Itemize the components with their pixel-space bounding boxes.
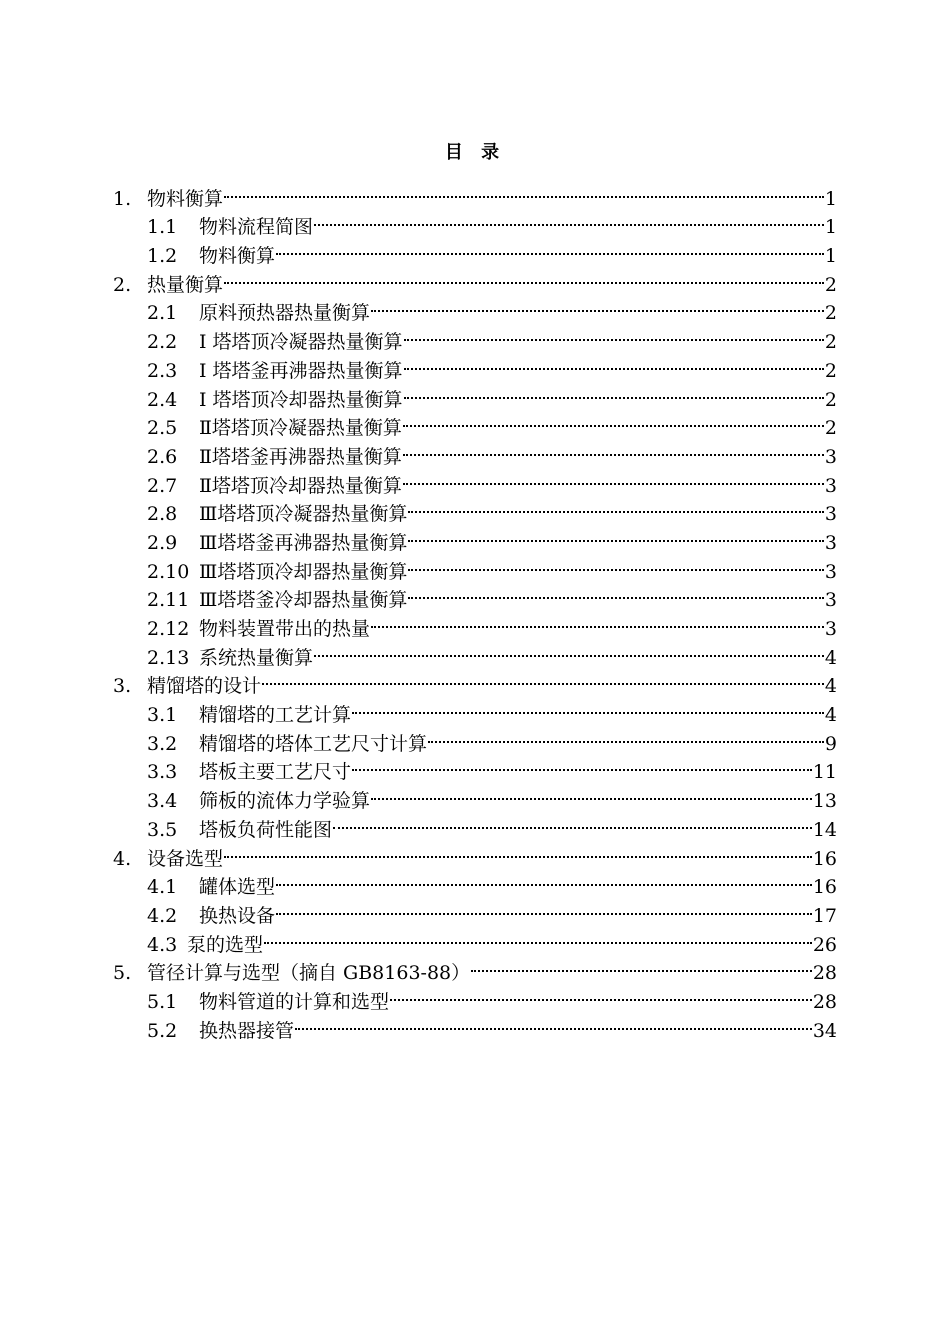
toc-entry-page: 1 — [824, 187, 837, 210]
toc-entry-page: 16 — [812, 876, 837, 899]
toc-entry-title: I 塔塔釜再沸器热量衡算 — [199, 359, 403, 382]
toc-dot-leader — [403, 406, 824, 435]
toc-entry-number: 2.1 — [147, 302, 178, 325]
toc-entry-title: 筛板的流体力学验算 — [199, 790, 371, 813]
toc-entry-title: 物料衡算 — [147, 187, 224, 210]
toc-entry-number: 3.3 — [147, 761, 178, 784]
toc-entry-title: 塔板主要工艺尺寸 — [199, 761, 352, 784]
toc-entry-page: 1 — [824, 216, 837, 239]
toc-dot-leader — [404, 319, 824, 348]
toc-entry-page: 28 — [812, 962, 837, 985]
toc-entry-page: 3 — [824, 618, 837, 640]
toc-dot-leader — [390, 979, 812, 1008]
toc-entry-title: Ⅲ塔塔顶冷凝器热量衡算 — [199, 503, 408, 526]
toc-entry-number: 4.3 — [147, 933, 178, 956]
toc-entry-title: Ⅱ塔塔顶冷却器热量衡算 — [199, 474, 402, 497]
toc-dot-leader — [371, 606, 824, 635]
toc-dot-leader — [276, 865, 812, 894]
toc-title: 目 录 — [444, 142, 506, 163]
toc-entry-number: 2.3 — [147, 359, 178, 382]
toc-entry-number: 2.5 — [147, 417, 178, 440]
toc-entry-page: 4 — [824, 675, 837, 698]
toc-entry-title: Ⅱ塔塔顶冷凝器热量衡算 — [199, 417, 402, 440]
toc-dot-leader — [333, 807, 812, 836]
toc-entry-title: 换热器接管 — [199, 1019, 295, 1042]
toc-entry-page: 2 — [824, 388, 837, 411]
toc-dot-leader — [404, 348, 824, 377]
toc-entry-number: 4.1 — [147, 876, 178, 899]
toc-entry-page: 3 — [824, 474, 837, 497]
toc-entry-number: 2.7 — [147, 474, 178, 497]
toc-entry-title: 物料管道的计算和选型 — [199, 990, 390, 1013]
toc-list — [113, 176, 837, 1042]
toc-dot-leader — [352, 692, 824, 721]
toc-entry-number: 2.4 — [147, 388, 178, 411]
toc-entry-title: Ⅱ塔塔釜再沸器热量衡算 — [199, 445, 402, 468]
toc-entry-title: 泵的选型 — [187, 933, 264, 956]
toc-entry-number: 3.5 — [147, 818, 178, 841]
toc-dot-leader — [404, 377, 824, 406]
toc-entry-page: 11 — [812, 761, 837, 784]
toc-entry-title: Ⅲ塔塔釜冷却器热量衡算 — [199, 589, 408, 612]
toc-entry-title: 管径计算与选型（摘自 GB8163-88） — [147, 962, 471, 985]
toc-entry-page: 2 — [824, 302, 837, 325]
toc-entry-title: 系统热量衡算 — [199, 646, 314, 669]
toc-entry-number: 3. — [113, 675, 132, 698]
toc-entry-page: 2 — [824, 273, 837, 296]
toc-entry-number: 4. — [113, 847, 132, 870]
toc-entry-title: 精馏塔的设计 — [147, 675, 262, 698]
toc-dot-leader — [371, 291, 824, 320]
toc-entry-page: 1 — [824, 245, 837, 268]
toc-entry-title: I 塔塔顶冷凝器热量衡算 — [199, 331, 403, 354]
toc-entry-number: 2.12 — [147, 618, 190, 640]
toc-dot-leader — [276, 893, 812, 922]
toc-entry-number: 2. — [113, 273, 132, 296]
toc-dot-leader — [264, 922, 812, 951]
toc-entry-title: 精馏塔的工艺计算 — [199, 704, 352, 727]
toc-entry-title: 物料流程简图 — [199, 216, 314, 239]
toc-dot-leader — [403, 434, 824, 463]
toc-dot-leader — [314, 635, 824, 664]
toc-entry-page: 2 — [824, 359, 837, 382]
toc-entry-page: 14 — [812, 818, 837, 841]
toc-dot-leader — [471, 951, 812, 980]
toc-dot-leader — [371, 778, 812, 807]
toc-entry-page: 34 — [812, 1019, 837, 1042]
toc-entry-number: 2.13 — [147, 646, 190, 669]
toc-entry-page: 9 — [824, 732, 837, 755]
toc-dot-leader — [428, 721, 824, 750]
toc-entry-title: 物料装置带出的热量 — [199, 618, 371, 640]
toc-entry-page: 3 — [824, 589, 837, 612]
toc-entry-number: 4.2 — [147, 904, 178, 927]
toc-entry-number: 3.2 — [147, 732, 178, 755]
toc-entry-title: Ⅲ塔塔顶冷却器热量衡算 — [199, 560, 408, 583]
toc-entry-title: I 塔塔顶冷却器热量衡算 — [199, 388, 403, 411]
toc-entry-number: 3.1 — [147, 704, 178, 727]
toc-entry-page: 26 — [812, 933, 837, 956]
toc-entry-title: 设备选型 — [147, 847, 224, 870]
toc-entry-page: 16 — [812, 847, 837, 870]
toc-entry-page: 4 — [824, 704, 837, 727]
toc-entry-page: 3 — [824, 560, 837, 583]
toc-entry-page: 2 — [824, 417, 837, 440]
toc-dot-leader — [262, 664, 824, 693]
toc-entry-page: 4 — [824, 646, 837, 669]
toc-entry-page: 17 — [812, 904, 837, 927]
toc-dot-leader — [224, 262, 824, 291]
toc-dot-leader — [224, 836, 812, 865]
toc-dot-leader — [224, 176, 824, 205]
toc-entry-number: 1.1 — [147, 216, 178, 239]
toc-entry-page: 3 — [824, 531, 837, 554]
toc-entry-page: 3 — [824, 503, 837, 526]
toc-dot-leader — [314, 205, 824, 234]
toc-entry-number: 2.2 — [147, 331, 178, 354]
toc-entry-title: 换热设备 — [199, 904, 276, 927]
toc-entry-number: 5.2 — [147, 1019, 178, 1042]
toc-entry-number: 1. — [113, 187, 132, 210]
toc-dot-leader — [403, 463, 824, 492]
toc-entry[interactable] — [113, 176, 837, 210]
toc-entry-page: 28 — [812, 990, 837, 1013]
toc-entry-title: 原料预热器热量衡算 — [199, 302, 371, 325]
toc-dot-leader — [352, 750, 812, 779]
toc-entry-title: 精馏塔的塔体工艺尺寸计算 — [199, 732, 428, 755]
toc-dot-leader — [295, 1008, 812, 1037]
toc-dot-leader — [276, 233, 824, 262]
toc-dot-leader — [408, 520, 824, 549]
toc-entry-title: 罐体选型 — [199, 876, 276, 899]
toc-entry-page: 3 — [824, 445, 837, 468]
toc-entry-number: 2.8 — [147, 503, 178, 526]
toc-entry-number: 5. — [113, 962, 132, 985]
toc-entry-number: 2.11 — [147, 589, 190, 612]
toc-entry-number: 5.1 — [147, 990, 178, 1013]
toc-entry-number: 2.6 — [147, 445, 178, 468]
toc-dot-leader — [408, 578, 824, 607]
toc-entry-page: 13 — [812, 790, 837, 813]
toc-entry-number: 1.2 — [147, 245, 178, 268]
toc-entry-page: 2 — [824, 331, 837, 354]
toc-entry-number: 2.10 — [147, 560, 190, 583]
toc-entry-title: 热量衡算 — [147, 273, 224, 296]
toc-entry-title: 物料衡算 — [199, 245, 276, 268]
toc-entry-title: 塔板负荷性能图 — [199, 818, 333, 841]
toc-entry-title: Ⅲ塔塔釜再沸器热量衡算 — [199, 531, 408, 554]
toc-dot-leader — [408, 492, 824, 521]
toc-dot-leader — [408, 549, 824, 578]
toc-entry-number: 2.9 — [147, 531, 178, 554]
toc-entry-number: 3.4 — [147, 790, 178, 813]
